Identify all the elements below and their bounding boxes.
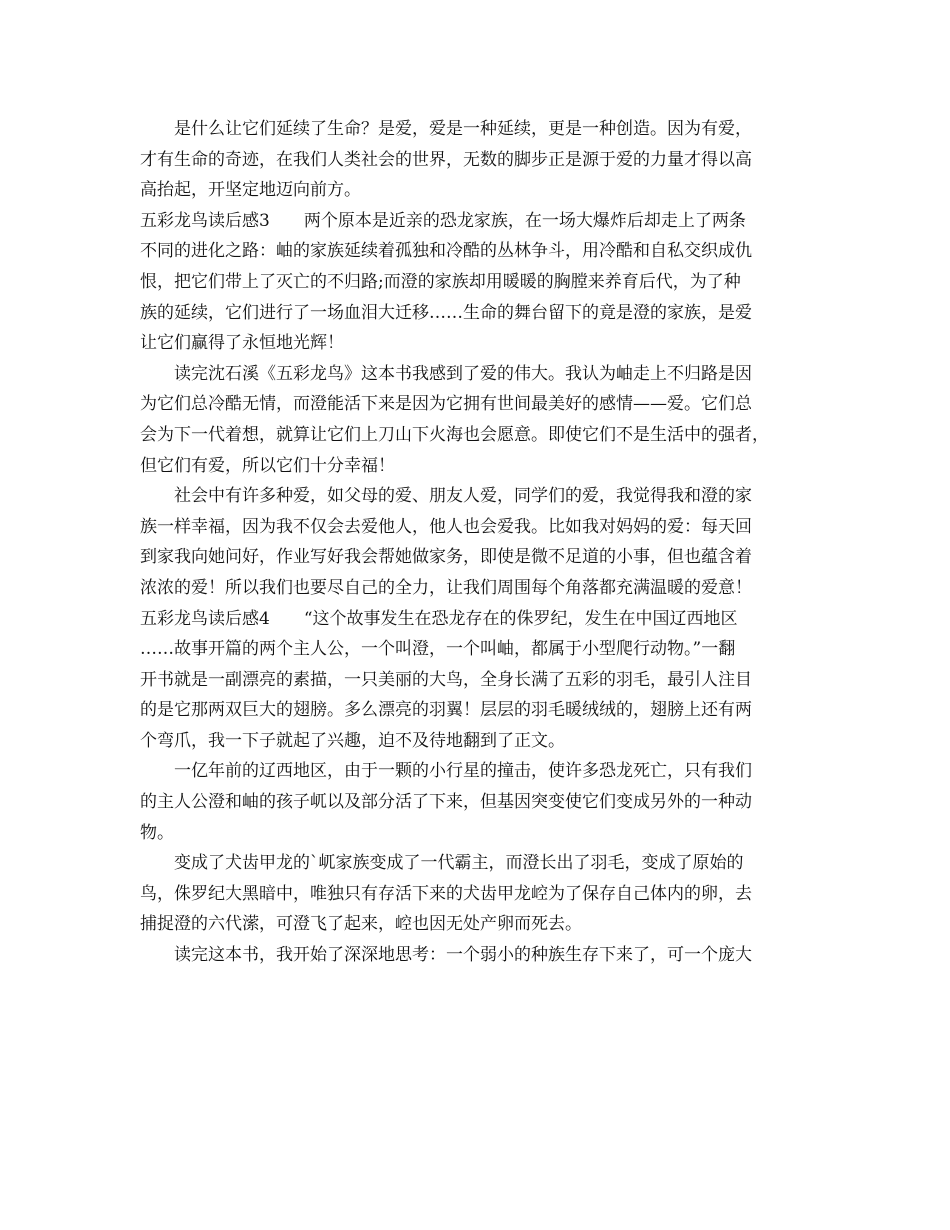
text-line: 个弯爪，我一下子就起了兴趣，迫不及待地翻到了正文。 (140, 730, 565, 751)
text-line: 族一样幸福，因为我不仅会去爱他人，他人也会爱我。比如我对妈妈的爱：每天回 (140, 516, 752, 537)
text-line: 恨，把它们带上了灭亡的不归路;而澄的家族却用暖暖的胸膛来养育后代，为了种 (140, 271, 741, 292)
text-line: 但它们有爱，所以它们十分幸福！ (140, 455, 395, 476)
text-line: 才有生命的奇迹，在我们人类社会的世界，无数的脚步正是源于爱的力量才得以高 (140, 149, 752, 170)
text-line: 变成了犬齿甲龙的`屼家族变成了一代霸主，而澄长出了羽毛，变成了原始的 (174, 853, 744, 874)
text-line: 捕捉澄的六代潆，可澄飞了起来，崆也因无处产卵而死去。 (140, 914, 582, 935)
text-line: ……故事开篇的两个主人公，一个叫澄，一个叫岫，都属于小型爬行动物。”一翻 (140, 639, 736, 660)
text-line: 物。 (140, 822, 174, 843)
text-line: 是什么让它们延续了生命？是爱，爱是一种延续，更是一种创造。因为有爱， (174, 119, 752, 139)
text-line: 一亿年前的辽西地区，由于一颗的小行星的撞击，使许多恐龙死亡，只有我们 (174, 761, 752, 782)
document-page (140, 114, 812, 971)
text-line: 高抬起，开坚定地迈向前方。 (140, 180, 361, 201)
text-line: 让它们赢得了永恒地光辉！ (140, 333, 344, 354)
text-line: 读完沈石溪《五彩龙鸟》这本书我感到了爱的伟大。我认为岫走上不归路是因 (174, 363, 752, 384)
section-heading-line: 五彩龙鸟读后感4 “这个故事发生在恐龙存在的侏罗纪，发生在中国辽西地区 (140, 608, 738, 629)
text-line: 会为下一代着想，就算让它们上刀山下火海也会愿意。即使它们不是生活中的强者， (140, 424, 769, 445)
text-line: 的主人公澄和岫的孩子屼以及部分活了下来，但基因突变使它们变成另外的一种动 (140, 792, 752, 813)
text-line: 社会中有许多种爱，如父母的爱、朋友人爱，同学们的爱，我觉得我和澄的家 (174, 486, 752, 507)
text-line: 的是它那两双巨大的翅膀。多么漂亮的羽翼！层层的羽毛暖绒绒的，翅膀上还有两 (140, 700, 752, 721)
text-line: 到家我向她问好，作业写好我会帮她做家务，即使是微不足道的小事，但也蕴含着 (140, 547, 752, 568)
text-line: 读完这本书，我开始了深深地思考：一个弱小的种族生存下来了，可一个庞大 (174, 945, 752, 966)
text-line: 族的延续，它们进行了一场血泪大迁移……生命的舞台留下的竟是澄的家族，是爱 (140, 302, 752, 323)
text-line: 为它们总冷酷无情，而澄能活下来是因为它拥有世间最美好的感情——爱。它们总 (140, 394, 752, 415)
section-heading-line: 五彩龙鸟读后感3 两个原本是近亲的恐龙家族，在一场大爆炸后却走上了两条 (140, 210, 746, 231)
text-line: 鸟，侏罗纪大黑暗中，唯独只有存活下来的犬齿甲龙崆为了保存自己体内的卵，去 (140, 883, 752, 904)
text-line: 不同的进化之路：岫的家族延续着孤独和冷酷的丛林争斗，用冷酷和自私交织成仇 (140, 241, 752, 262)
text-line: 开书就是一副漂亮的素描，一只美丽的大鸟，全身长满了五彩的羽毛，最引人注目 (140, 669, 752, 690)
text-line: 浓浓的爱！所以我们也要尽自己的全力，让我们周围每个角落都充满温暖的爱意！ (140, 577, 752, 598)
